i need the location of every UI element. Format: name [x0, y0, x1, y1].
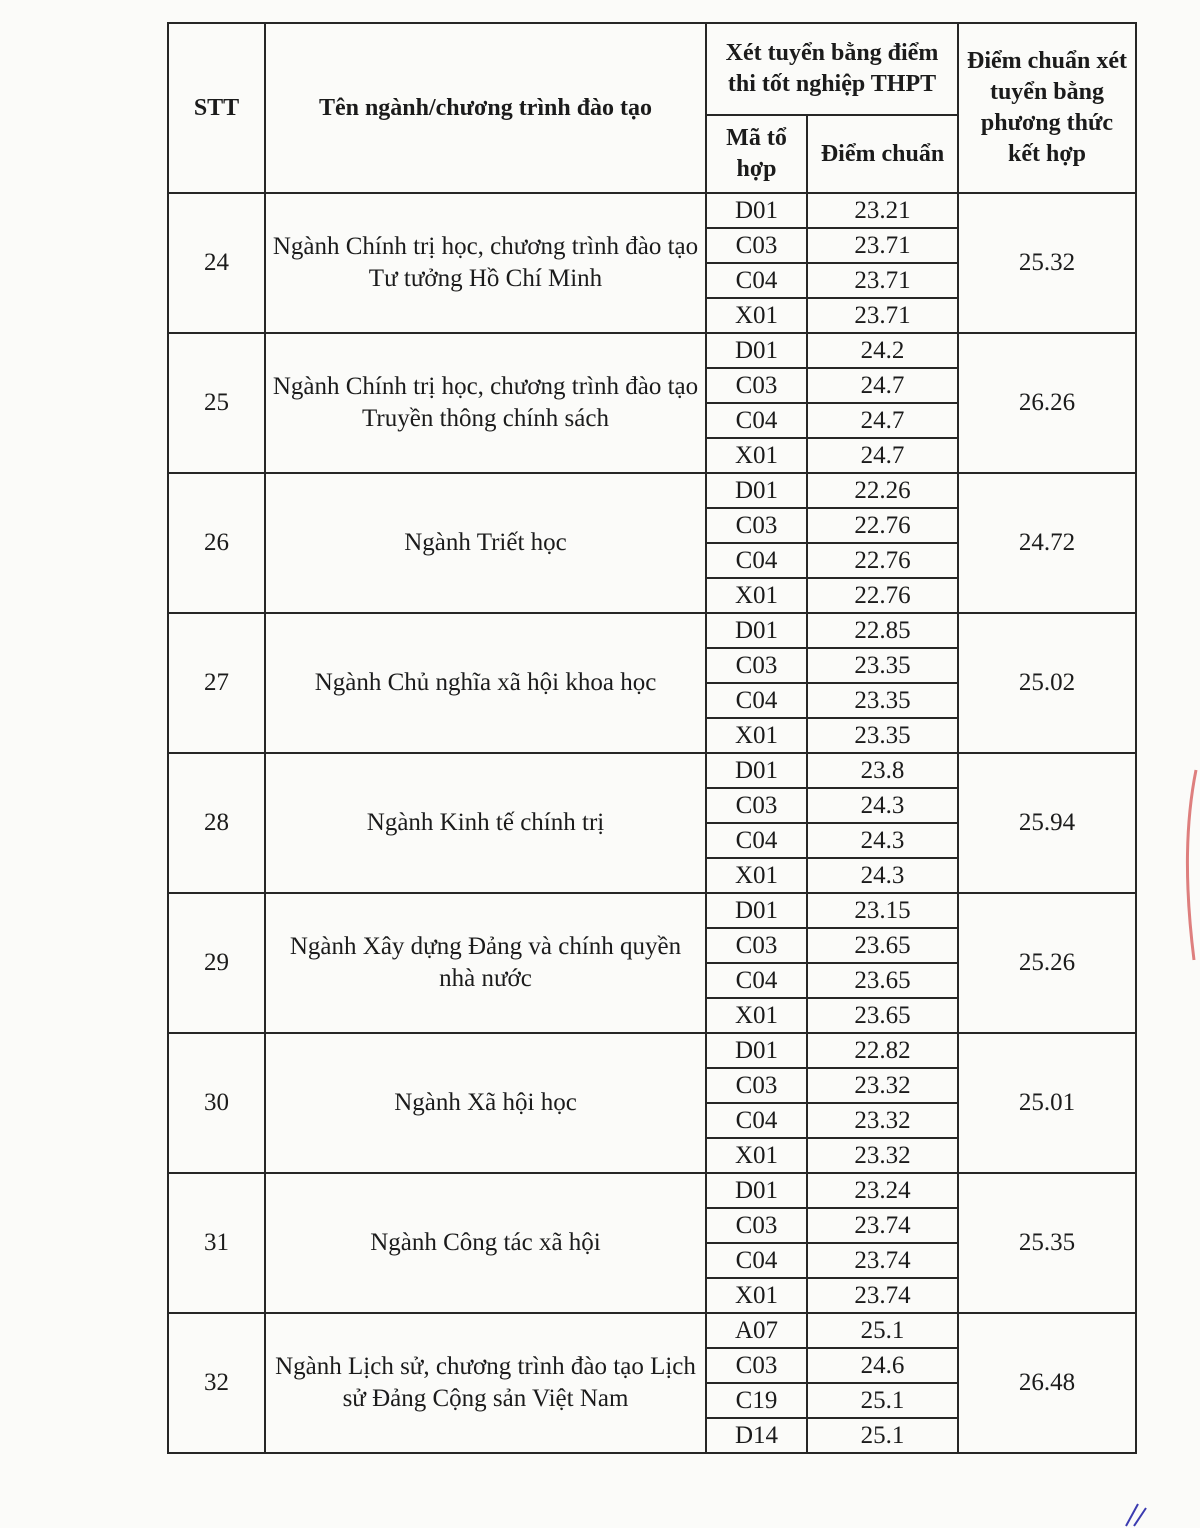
combo-code-cell: C04 — [706, 823, 807, 858]
cutoff-score-cell: 23.32 — [807, 1138, 958, 1173]
table-row — [168, 1033, 1136, 1068]
combo-code-cell: C04 — [706, 963, 807, 998]
table-row — [168, 753, 1136, 788]
combined-score-cell: 25.94 — [958, 753, 1136, 893]
cutoff-score-cell: 23.71 — [807, 228, 958, 263]
cutoff-score-cell: 25.1 — [807, 1418, 958, 1453]
combo-code-cell: C19 — [706, 1383, 807, 1418]
table-header — [168, 23, 1136, 193]
table-row — [168, 893, 1136, 928]
stt-cell: 26 — [168, 473, 265, 613]
combo-code-cell: C04 — [706, 543, 807, 578]
combo-code-cell: D01 — [706, 1173, 807, 1208]
cutoff-score-cell: 23.65 — [807, 998, 958, 1033]
table-row — [168, 1173, 1136, 1208]
combo-code-cell: C04 — [706, 683, 807, 718]
stt-cell: 27 — [168, 613, 265, 753]
program-name-cell: Ngành Công tác xã hội — [265, 1173, 706, 1313]
cutoff-score-cell: 23.65 — [807, 963, 958, 998]
cutoff-score-cell: 23.65 — [807, 928, 958, 963]
cutoff-score-cell: 22.76 — [807, 578, 958, 613]
combo-code-cell: C03 — [706, 648, 807, 683]
combo-code-cell: C03 — [706, 788, 807, 823]
combo-code-cell: C03 — [706, 228, 807, 263]
combo-code-cell: X01 — [706, 438, 807, 473]
combined-score-cell: 25.01 — [958, 1033, 1136, 1173]
cutoff-score-cell: 23.35 — [807, 718, 958, 753]
combo-code-cell: C04 — [706, 1103, 807, 1138]
table-row — [168, 1313, 1136, 1348]
cutoff-score-cell: 24.3 — [807, 823, 958, 858]
program-name-cell: Ngành Xã hội học — [265, 1033, 706, 1173]
cutoff-score-cell: 25.1 — [807, 1313, 958, 1348]
combined-score-cell: 26.48 — [958, 1313, 1136, 1453]
table-body — [168, 193, 1136, 1453]
cutoff-score-cell: 25.1 — [807, 1383, 958, 1418]
combo-code-cell: D01 — [706, 613, 807, 648]
table-row — [168, 193, 1136, 228]
cutoff-score-cell: 22.85 — [807, 613, 958, 648]
combined-score-cell: 25.35 — [958, 1173, 1136, 1313]
cutoff-score-cell: 23.71 — [807, 298, 958, 333]
combo-code-cell: X01 — [706, 1278, 807, 1313]
combo-code-cell: D01 — [706, 333, 807, 368]
program-name-cell: Ngành Xây dựng Đảng và chính quyền nhà nước — [265, 893, 706, 1033]
cutoff-score-cell: 24.6 — [807, 1348, 958, 1383]
cutoff-score-cell: 23.35 — [807, 648, 958, 683]
table-row — [168, 473, 1136, 508]
header-combined-method: Điểm chuẩn xét tuyển bằng phương thức kết hợp — [958, 23, 1136, 193]
cutoff-score-cell: 24.7 — [807, 403, 958, 438]
cutoff-score-cell: 23.71 — [807, 263, 958, 298]
combo-code-cell: X01 — [706, 998, 807, 1033]
combined-score-cell: 25.26 — [958, 893, 1136, 1033]
cutoff-score-cell: 22.76 — [807, 508, 958, 543]
cutoff-score-cell: 24.7 — [807, 368, 958, 403]
combo-code-cell: C04 — [706, 403, 807, 438]
table-row — [168, 333, 1136, 368]
combo-code-cell: D01 — [706, 753, 807, 788]
cutoff-score-cell: 24.3 — [807, 788, 958, 823]
combined-score-cell: 24.72 — [958, 473, 1136, 613]
combo-code-cell: D01 — [706, 1033, 807, 1068]
program-name-cell: Ngành Chính trị học, chương trình đào tạo Truyền thông chính sách — [265, 333, 706, 473]
stt-cell: 25 — [168, 333, 265, 473]
combo-code-cell: C03 — [706, 508, 807, 543]
combo-code-cell: D01 — [706, 193, 807, 228]
cutoff-score-cell: 24.3 — [807, 858, 958, 893]
cutoff-score-cell: 24.7 — [807, 438, 958, 473]
combo-code-cell: D01 — [706, 893, 807, 928]
combined-score-cell: 25.02 — [958, 613, 1136, 753]
cutoff-score-cell: 22.82 — [807, 1033, 958, 1068]
cutoff-score-cell: 23.21 — [807, 193, 958, 228]
signature-mark — [1120, 1500, 1160, 1528]
combo-code-cell: X01 — [706, 578, 807, 613]
header-thpt-group: Xét tuyển bằng điểm thi tốt nghiệp THPT — [706, 23, 958, 115]
cutoff-score-cell: 23.32 — [807, 1068, 958, 1103]
program-name-cell: Ngành Chính trị học, chương trình đào tạo Tư tưởng Hồ Chí Minh — [265, 193, 706, 333]
combo-code-cell: C04 — [706, 263, 807, 298]
combo-code-cell: X01 — [706, 1138, 807, 1173]
cutoff-score-cell: 23.8 — [807, 753, 958, 788]
cutoff-score-cell: 23.32 — [807, 1103, 958, 1138]
header-program: Tên ngành/chương trình đào tạo — [265, 23, 706, 193]
combined-score-cell: 26.26 — [958, 333, 1136, 473]
red-stamp-fragment — [1176, 760, 1200, 980]
admission-score-table — [167, 22, 1137, 1454]
stt-cell: 29 — [168, 893, 265, 1033]
cutoff-score-cell: 23.35 — [807, 683, 958, 718]
program-name-cell: Ngành Triết học — [265, 473, 706, 613]
combo-code-cell: C03 — [706, 1208, 807, 1243]
table-row — [168, 613, 1136, 648]
cutoff-score-cell: 23.74 — [807, 1278, 958, 1313]
stt-cell: 28 — [168, 753, 265, 893]
combo-code-cell: X01 — [706, 858, 807, 893]
header-cutoff: Điểm chuẩn — [807, 115, 958, 193]
stt-cell: 31 — [168, 1173, 265, 1313]
program-name-cell: Ngành Chủ nghĩa xã hội khoa học — [265, 613, 706, 753]
header-stt: STT — [168, 23, 265, 193]
combo-code-cell: C04 — [706, 1243, 807, 1278]
combo-code-cell: C03 — [706, 368, 807, 403]
combo-code-cell: X01 — [706, 298, 807, 333]
header-row-1 — [168, 23, 1136, 115]
program-name-cell: Ngành Lịch sử, chương trình đào tạo Lịch sử Đảng Cộng sản Việt Nam — [265, 1313, 706, 1453]
cutoff-score-cell: 23.74 — [807, 1208, 958, 1243]
cutoff-score-cell: 23.74 — [807, 1243, 958, 1278]
combo-code-cell: D01 — [706, 473, 807, 508]
cutoff-score-cell: 23.15 — [807, 893, 958, 928]
combo-code-cell: C03 — [706, 1068, 807, 1103]
stt-cell: 24 — [168, 193, 265, 333]
cutoff-score-cell: 22.76 — [807, 543, 958, 578]
stt-cell: 30 — [168, 1033, 265, 1173]
combo-code-cell: C03 — [706, 1348, 807, 1383]
cutoff-score-cell: 23.24 — [807, 1173, 958, 1208]
header-combo-code: Mã tổ hợp — [706, 115, 807, 193]
cutoff-score-cell: 24.2 — [807, 333, 958, 368]
combo-code-cell: A07 — [706, 1313, 807, 1348]
stt-cell: 32 — [168, 1313, 265, 1453]
program-name-cell: Ngành Kinh tế chính trị — [265, 753, 706, 893]
combo-code-cell: X01 — [706, 718, 807, 753]
combo-code-cell: C03 — [706, 928, 807, 963]
cutoff-score-cell: 22.26 — [807, 473, 958, 508]
combo-code-cell: D14 — [706, 1418, 807, 1453]
combined-score-cell: 25.32 — [958, 193, 1136, 333]
